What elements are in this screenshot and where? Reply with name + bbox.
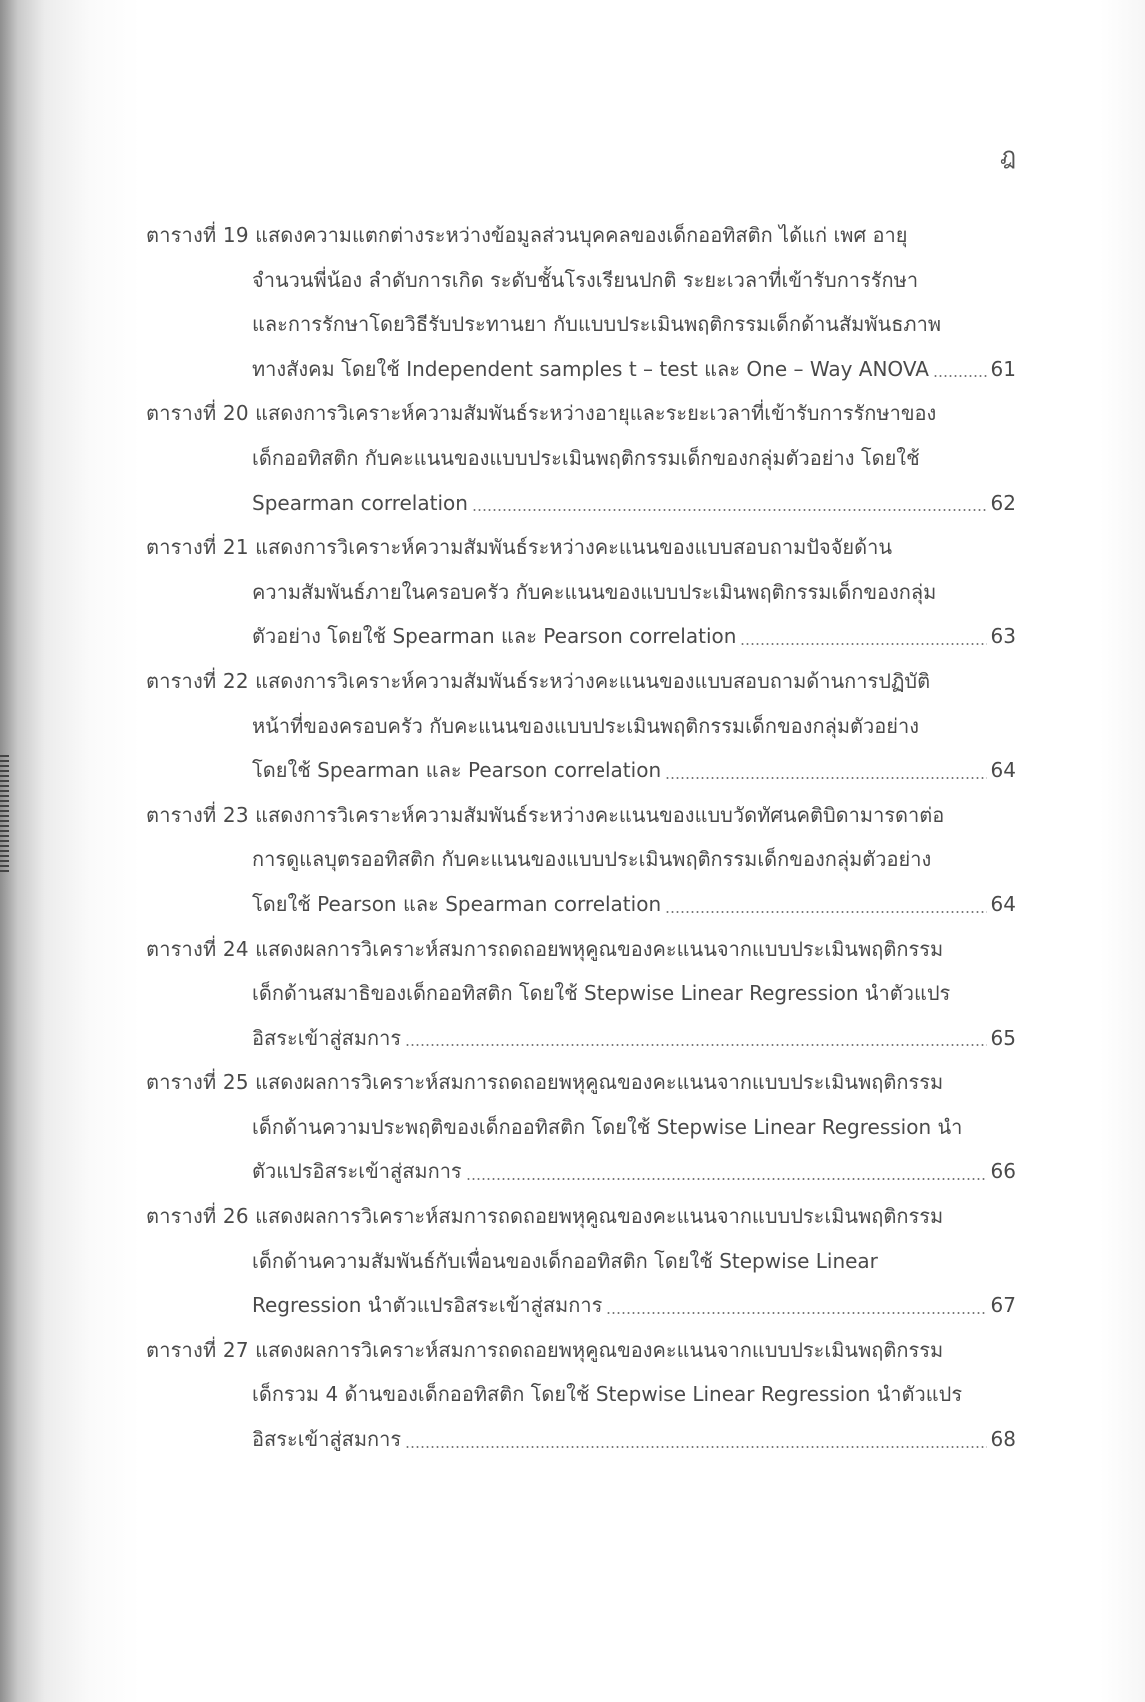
toc-entry-line xyxy=(146,1060,1016,1105)
table-label: ตารางที่ 27 xyxy=(146,1337,249,1362)
toc-entry-line xyxy=(146,748,1016,793)
toc-entry xyxy=(146,927,1016,1061)
binding-marks xyxy=(0,755,9,875)
toc-entry-line xyxy=(146,1239,1016,1284)
page-reference: 68 xyxy=(990,1427,1016,1452)
table-label: ตารางที่ 20 xyxy=(146,401,249,426)
dot-leader xyxy=(740,643,986,645)
table-caption-text: และการรักษาโดยวิธีรับประทานยา กับแบบประเมินพฤติกรรมเด็กด้านสัมพันธภาพ xyxy=(252,312,942,337)
table-label: ตารางที่ 22 xyxy=(146,668,249,693)
dot-leader xyxy=(405,1446,986,1448)
table-caption-text: ตัวอย่าง โดยใช้ Spearman และ Pearson correlation xyxy=(252,624,737,649)
toc-entry-line xyxy=(146,882,1016,927)
dot-leader xyxy=(933,375,987,377)
table-caption-text: แสดงผลการวิเคราะห์สมการถดถอยพหุคูณของคะแนนจากแบบประเมินพฤติกรรม xyxy=(255,1070,944,1095)
table-caption-text: เด็กรวม 4 ด้านของเด็กออทิสติก โดยใช้ Stepwise Linear Regression นำตัวแปร xyxy=(252,1382,963,1407)
toc-entry xyxy=(146,525,1016,659)
table-caption-text: เด็กด้านความประพฤติของเด็กออทิสติก โดยใช้ Stepwise Linear Regression นำ xyxy=(252,1114,963,1139)
toc-entry-line xyxy=(146,927,1016,972)
toc-entry xyxy=(146,1060,1016,1194)
toc-entry-line xyxy=(146,614,1016,659)
dot-leader xyxy=(466,1178,987,1180)
toc-entry xyxy=(146,1328,1016,1462)
dot-leader xyxy=(606,1312,986,1314)
toc-entry-line xyxy=(146,302,1016,347)
toc-entry-line xyxy=(146,347,1016,392)
table-label: ตารางที่ 19 xyxy=(146,223,249,247)
page-reference: 66 xyxy=(990,1159,1016,1184)
table-label: ตารางที่ 26 xyxy=(146,1204,249,1229)
table-caption-text: โดยใช้ Spearman และ Pearson correlation xyxy=(252,758,662,783)
toc-entry-line xyxy=(146,436,1016,481)
toc-entry-line xyxy=(146,837,1016,882)
dot-leader xyxy=(472,509,987,511)
table-caption-text: แสดงความแตกต่างระหว่างข้อมูลส่วนบุคคลของเด็กออทิสติก ได้แก่ เพศ อายุ xyxy=(255,223,908,247)
table-caption-text: แสดงการวิเคราะห์ความสัมพันธ์ระหว่างคะแนนของแบบวัดทัศนคติบิดามารดาต่อ xyxy=(255,802,945,827)
dot-leader xyxy=(405,1044,986,1046)
table-caption-text: การดูแลบุตรออทิสติก กับคะแนนของแบบประเมินพฤติกรรมเด็กของกลุ่มตัวอย่าง xyxy=(252,847,932,872)
page-reference: 64 xyxy=(990,891,1016,916)
toc-entry-line xyxy=(146,213,1016,258)
list-of-tables xyxy=(146,213,1016,1462)
toc-entry-line xyxy=(146,1105,1016,1150)
toc-entry xyxy=(146,1194,1016,1328)
toc-entry-line xyxy=(146,570,1016,615)
table-caption-text: เด็กออทิสติก กับคะแนนของแบบประเมินพฤติกรรมเด็กของกลุ่มตัวอย่าง โดยใช้ xyxy=(252,445,920,470)
toc-entry-line xyxy=(146,793,1016,838)
table-label: ตารางที่ 21 xyxy=(146,535,249,560)
toc-entry-line xyxy=(146,1328,1016,1373)
toc-entry xyxy=(146,659,1016,793)
toc-entry xyxy=(146,213,1016,391)
table-caption-text: ตัวแปรอิสระเข้าสู่สมการ xyxy=(252,1159,462,1184)
table-caption-text: จำนวนพี่น้อง ลำดับการเกิด ระดับชั้นโรงเรียนปกติ ระยะเวลาที่เข้ารับการรักษา xyxy=(252,267,919,292)
page-number: ฎ xyxy=(1000,142,1017,170)
table-caption-text: แสดงการวิเคราะห์ความสัมพันธ์ระหว่างคะแนนของแบบสอบถามปัจจัยด้าน xyxy=(255,535,893,560)
table-caption-text: Spearman correlation xyxy=(252,490,468,515)
toc-entry-line xyxy=(146,659,1016,704)
table-label: ตารางที่ 23 xyxy=(146,802,249,827)
toc-entry-line xyxy=(146,525,1016,570)
table-caption-text: ความสัมพันธ์ภายในครอบครัว กับคะแนนของแบบประเมินพฤติกรรมเด็กของกลุ่ม xyxy=(252,579,937,604)
table-caption-text: เด็กด้านความสัมพันธ์กับเพื่อนของเด็กออทิสติก โดยใช้ Stepwise Linear xyxy=(252,1248,878,1273)
dot-leader xyxy=(665,911,986,913)
table-caption-text: โดยใช้ Pearson และ Spearman correlation xyxy=(252,891,662,916)
table-caption-text: Regression นำตัวแปรอิสระเข้าสู่สมการ xyxy=(252,1293,603,1318)
table-caption-text: อิสระเข้าสู่สมการ xyxy=(252,1427,402,1452)
page-reference: 64 xyxy=(990,758,1016,783)
toc-entry-line xyxy=(146,1194,1016,1239)
table-caption-text: แสดงการวิเคราะห์ความสัมพันธ์ระหว่างคะแนนของแบบสอบถามด้านการปฏิบัติ xyxy=(255,668,931,693)
toc-entry-line xyxy=(146,971,1016,1016)
table-caption-text: หน้าที่ของครอบครัว กับคะแนนของแบบประเมินพฤติกรรมเด็กของกลุ่มตัวอย่าง xyxy=(252,713,919,738)
table-caption-text: แสดงการวิเคราะห์ความสัมพันธ์ระหว่างอายุและระยะเวลาที่เข้ารับการรักษาของ xyxy=(255,401,937,426)
page-reference: 65 xyxy=(990,1025,1016,1050)
toc-entry xyxy=(146,793,1016,927)
table-caption-text: แสดงผลการวิเคราะห์สมการถดถอยพหุคูณของคะแนนจากแบบประเมินพฤติกรรม xyxy=(255,1204,944,1229)
table-caption-text: แสดงผลการวิเคราะห์สมการถดถอยพหุคูณของคะแนนจากแบบประเมินพฤติกรรม xyxy=(255,1337,944,1362)
toc-entry-line xyxy=(146,258,1016,303)
toc-entry-line xyxy=(146,1016,1016,1061)
toc-entry-line xyxy=(146,1149,1016,1194)
toc-entry xyxy=(146,391,1016,525)
page-reference: 63 xyxy=(990,624,1016,649)
toc-entry-line xyxy=(146,1283,1016,1328)
table-caption-text: อิสระเข้าสู่สมการ xyxy=(252,1025,402,1050)
toc-entry-line xyxy=(146,391,1016,436)
table-label: ตารางที่ 25 xyxy=(146,1070,249,1095)
toc-entry-line xyxy=(146,704,1016,749)
table-caption-text: แสดงผลการวิเคราะห์สมการถดถอยพหุคูณของคะแนนจากแบบประเมินพฤติกรรม xyxy=(255,936,944,961)
page-reference: 62 xyxy=(990,490,1016,515)
page-reference: 67 xyxy=(990,1293,1016,1318)
table-caption-text: ทางสังคม โดยใช้ Independent samples t – test และ One – Way ANOVA xyxy=(252,356,929,381)
toc-entry-line xyxy=(146,1372,1016,1417)
page-reference: 61 xyxy=(990,356,1016,381)
toc-entry-line xyxy=(146,481,1016,526)
toc-entry-line xyxy=(146,1417,1016,1462)
table-label: ตารางที่ 24 xyxy=(146,936,249,961)
table-caption-text: เด็กด้านสมาธิของเด็กออทิสติก โดยใช้ Stepwise Linear Regression นำตัวแปร xyxy=(252,981,951,1006)
dot-leader xyxy=(665,777,986,779)
